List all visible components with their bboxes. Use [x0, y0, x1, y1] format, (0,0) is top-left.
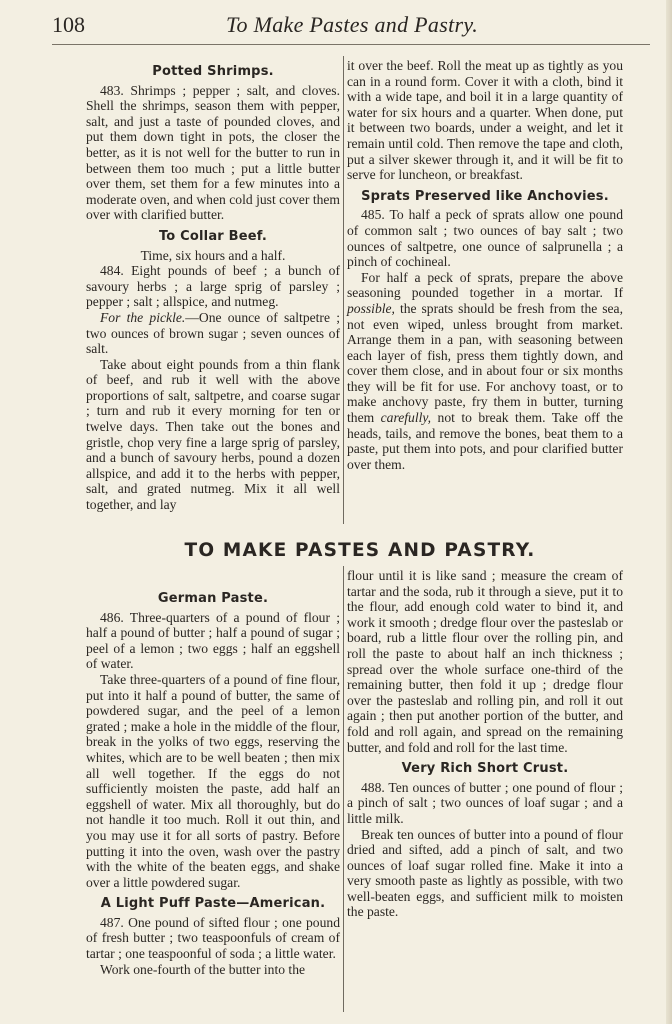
column-top-left	[86, 58, 340, 513]
recipe-paragraph: Take three-quarters of a pound of fine flour, put into it half a pound of butter, the same of powdered sugar, and the peel of a lemon grated ; make a hole in the middle of the flour, break in the yolks of two eggs, reserving the whites, which are to be well beaten ; then mix all well together. If the eggs do not sufficiently moisten the paste, add half an eggshell of water. Mix all thoroughly, but do not handle it too much. Roll it out thin, and you may use it for all sorts of pastry. Before putting it into the oven, wash over the pastry with the white of the beaten eggs, and shake over a little powdered sugar.	[86, 671, 340, 890]
text-run: For half a peck of sprats, prepare the above seasoning pounded together in a mortar. If	[347, 269, 623, 301]
recipe-heading: Sprats Preserved like Anchovies.	[361, 188, 609, 204]
recipe-heading: To Collar Beef.	[158, 228, 268, 244]
column-bottom-left	[86, 585, 340, 977]
recipe-heading: German Paste.	[157, 591, 269, 606]
recipe-paragraph: 483. Shrimps ; pepper ; salt, and cloves. Shell the shrimps, season them with pepper, salt, and just a taste of pounded cloves, and put them down tight in pots, the closer the better, as it is not well for the butter to run in between them too much ; put a little butter over them, set them for a few minutes into a moderate oven, and when cold just cover them over with clarified butter.	[86, 82, 340, 223]
running-title: To Make Pastes and Pastry.	[225, 12, 479, 37]
recipe-paragraph: 488. Ten ounces of butter ; one pound of flour ; a pinch of salt ; two ounces of loaf sugar ; and a little milk.	[347, 779, 623, 826]
page-header	[52, 8, 652, 42]
page-number: 108	[52, 12, 85, 37]
recipe-paragraph: 487. One pound of sifted flour ; one pound of fresh butter ; two teaspoonfuls of cream of tartar ; one teaspoonful of soda ; a little water.	[86, 914, 340, 962]
column-top-right	[347, 58, 623, 472]
recipe-paragraph	[86, 310, 340, 357]
recipe-paragraph: 484. Eight pounds of beef ; a bunch of savoury herbs ; a large sprig of parsley ; pepper ; salt ; allspice, and nutmeg.	[86, 263, 340, 310]
column-divider	[343, 566, 344, 1012]
pickle-text: —One ounce of saltpetre ; two ounces of brown sugar ; seven ounces of salt.	[86, 309, 340, 357]
emphasis: possible,	[347, 300, 395, 316]
recipe-heading: Potted Shrimps.	[152, 64, 274, 79]
recipe-paragraph: it over the beef. Roll the meat up as tightly as you can in a round form. Cover it with a cloth, bind it with a wide tape, and boil it in a large quantity of water for six hours and a quarter. When done, put it between two boards, under a weight, and let it remain until cold. Then remove the tape and cloth, put a silver skewer through it, and it will be fit to serve for luncheon, or breakfast.	[347, 58, 623, 183]
recipe-time: Time, six hours and a half.	[140, 247, 286, 263]
recipe-paragraph: flour until it is like sand ; measure the cream of tartar and the soda, rub it through a sieve, put it to the flour, add enough cold water to bind it, and work it smooth ; dredge flour over the pasteslab or board, rub a little flour over the rolling pin, and roll the paste to about half an inch thickness ; spread over the whole surface one-third of the remaining butter, then fold it up ; dredge flour over the pasteslab and rolling pin, and roll it out again ; then put another portion of the butter, and fold and roll again, and spread on the remaining butter, and fold and roll for the last time.	[347, 568, 623, 755]
header-rule	[52, 44, 650, 45]
recipe-paragraph: 485. To half a peck of sprats allow one pound of common salt ; two ounces of bay salt ; two ounces of saltpetre, one ounce of salprunella ; a pinch of cochineal.	[347, 207, 623, 270]
page-edge	[666, 0, 672, 1024]
column-divider	[343, 56, 344, 524]
text-run: the sprats should be fresh from the sea, not even wiped, unless brought from market. Arrange them in a pan, with seasoning between each layer of fish, press them tightly down, and cover them close, and in about four or six months they will be fit for use. For anchovy toast, or to make anchovy paste, fry them in butter, turning them	[347, 300, 623, 426]
recipe-heading: A Light Puff Paste—American.	[100, 896, 326, 912]
recipe-paragraph: Take about eight pounds from a thin flank of beef, and rub it well with the above proportions of salt, saltpetre, and coarse sugar ; turn and rub it every morning for ten or twelve days. Then take out the bones and gristle, chop very fine a large sprig of parsley, and a bunch of savoury herbs, pound a dozen allspice, and add it to the herbs with pepper, salt, and grated nutmeg. Mix it all well together, and lay	[86, 356, 340, 513]
recipe-paragraph: Break ten ounces of butter into a pound of flour dried and sifted, add a pinch of salt, and two ounces of loaf sugar rolled fine. Make it into a very smooth paste as lightly as possible, with two well-beaten eggs, and sufficient milk to moisten the paste.	[347, 826, 623, 920]
section-title: TO MAKE PASTES AND PASTRY.	[184, 540, 536, 561]
emphasis: carefully,	[380, 410, 432, 426]
column-bottom-right	[347, 568, 623, 920]
recipe-paragraph: 486. Three-quarters of a pound of flour ; half a pound of butter ; half a pound of sugar ; peel of a lemon ; two eggs ; half an eggshell of water.	[86, 609, 340, 672]
pickle-label: For the pickle.	[100, 309, 186, 325]
recipe-paragraph: Work one-fourth of the butter into the	[100, 961, 306, 977]
recipe-paragraph	[347, 270, 623, 473]
text-run: not to break them. Take off the heads, tails, and remove the bones, beat them to a paste, put them into pots, and pour clarified butter over them.	[347, 410, 623, 472]
recipe-heading: Very Rich Short Crust.	[401, 761, 569, 777]
